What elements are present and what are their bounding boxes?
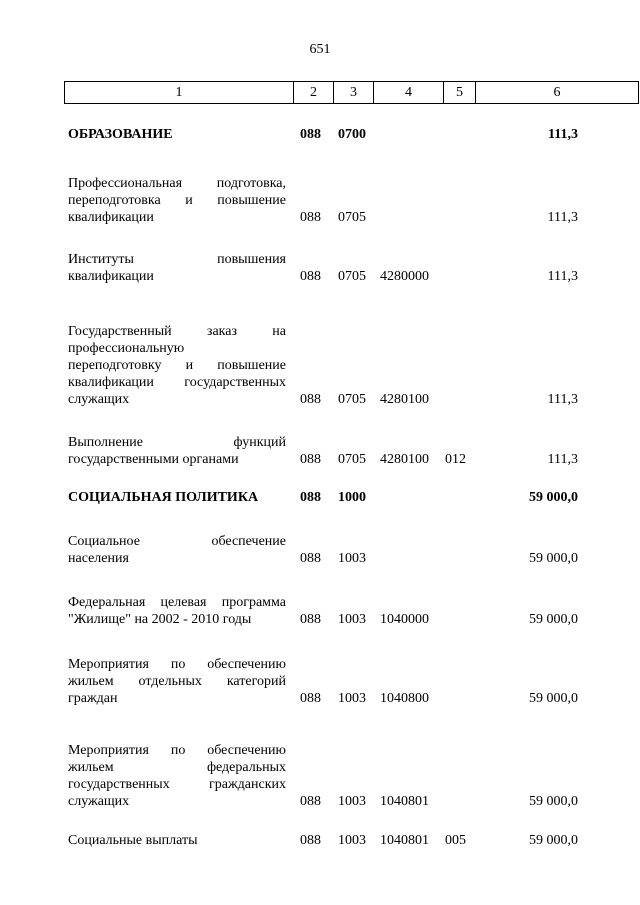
section-code: 1000 xyxy=(338,490,366,505)
row-description xyxy=(68,832,286,849)
target-item-code: 1040000 xyxy=(380,612,429,627)
target-item-code: 1040800 xyxy=(380,691,429,706)
ministry-code: 088 xyxy=(300,452,321,467)
description-line: квалификации xyxy=(68,210,154,225)
expense-type-code: 005 xyxy=(445,833,466,848)
amount: 111,3 xyxy=(547,210,578,225)
description-line: ОБРАЗОВАНИЕ xyxy=(68,127,173,142)
row-description xyxy=(68,126,286,143)
row-description xyxy=(68,656,286,707)
amount: 59 000,0 xyxy=(529,833,578,848)
description-line: Профессиональная подготовка, xyxy=(68,176,286,191)
amount: 111,3 xyxy=(547,269,578,284)
target-item-code: 1040801 xyxy=(380,794,429,809)
description-line: квалификации государственных xyxy=(68,375,286,390)
description-line: переподготовку и повышение xyxy=(68,358,286,373)
amount: 59 000,0 xyxy=(529,551,578,566)
amount: 59 000,0 xyxy=(529,490,578,505)
description-line: "Жилище" на 2002 - 2010 годы xyxy=(68,612,252,627)
section-code: 0705 xyxy=(338,269,366,284)
amount: 59 000,0 xyxy=(529,794,578,809)
description-line: квалификации xyxy=(68,269,154,284)
ministry-code: 088 xyxy=(300,794,321,809)
section-code: 0705 xyxy=(338,392,366,407)
amount: 59 000,0 xyxy=(529,691,578,706)
description-line: Государственный заказ на xyxy=(68,324,286,339)
description-line: СОЦИАЛЬНАЯ ПОЛИТИКА xyxy=(68,490,259,505)
row-description xyxy=(68,533,286,567)
ministry-code: 088 xyxy=(300,127,321,142)
description-line: населения xyxy=(68,551,129,566)
column-header-3: 3 xyxy=(334,82,374,104)
row-description xyxy=(68,742,286,810)
description-line: жильем федеральных xyxy=(68,760,286,775)
section-code: 1003 xyxy=(338,612,366,627)
section-code: 0700 xyxy=(338,127,366,142)
column-header-6: 6 xyxy=(476,82,639,104)
description-line: Выполнение функций xyxy=(68,435,286,450)
row-description xyxy=(68,175,286,226)
section-code: 1003 xyxy=(338,833,366,848)
description-line: служащих xyxy=(68,794,130,809)
section-code: 1003 xyxy=(338,551,366,566)
description-line: переподготовка и повышение xyxy=(68,193,286,208)
row-description xyxy=(68,323,286,408)
description-line: профессиональную xyxy=(68,341,185,356)
amount: 111,3 xyxy=(548,127,578,142)
section-code: 1003 xyxy=(338,794,366,809)
ministry-code: 088 xyxy=(300,269,321,284)
column-header-1: 1 xyxy=(65,82,294,104)
expense-type-code: 012 xyxy=(445,452,466,467)
description-line: Федеральная целевая программа xyxy=(68,595,286,610)
description-line: Институты повышения xyxy=(68,252,286,267)
description-line: Социальные выплаты xyxy=(68,833,198,848)
description-line: граждан xyxy=(68,691,118,706)
ministry-code: 088 xyxy=(300,392,321,407)
target-item-code: 4280100 xyxy=(380,452,429,467)
ministry-code: 088 xyxy=(300,612,321,627)
description-line: государственными органами xyxy=(68,452,239,467)
ministry-code: 088 xyxy=(300,551,321,566)
amount: 59 000,0 xyxy=(529,612,578,627)
description-line: Мероприятия по обеспечению xyxy=(68,657,286,672)
amount: 111,3 xyxy=(547,392,578,407)
description-line: государственных гражданских xyxy=(68,777,286,792)
ministry-code: 088 xyxy=(300,210,321,225)
section-code: 1003 xyxy=(338,691,366,706)
row-description xyxy=(68,594,286,628)
ministry-code: 088 xyxy=(300,691,321,706)
target-item-code: 4280000 xyxy=(380,269,429,284)
column-header-table xyxy=(64,81,639,104)
column-header-4: 4 xyxy=(374,82,444,104)
row-description xyxy=(68,434,286,468)
row-description xyxy=(68,251,286,285)
description-line: жильем отдельных категорий xyxy=(68,674,286,689)
description-line: Социальное обеспечение xyxy=(68,534,286,549)
page-number: 651 xyxy=(309,42,331,57)
ministry-code: 088 xyxy=(300,833,321,848)
amount: 111,3 xyxy=(547,452,578,467)
column-header-5: 5 xyxy=(444,82,476,104)
ministry-code: 088 xyxy=(300,490,321,505)
section-code: 0705 xyxy=(338,452,366,467)
row-description xyxy=(68,489,286,506)
section-code: 0705 xyxy=(338,210,366,225)
target-item-code: 4280100 xyxy=(380,392,429,407)
description-line: служащих xyxy=(68,392,130,407)
column-header-2: 2 xyxy=(294,82,334,104)
target-item-code: 1040801 xyxy=(380,833,429,848)
description-line: Мероприятия по обеспечению xyxy=(68,743,286,758)
column-header-row xyxy=(65,82,639,104)
